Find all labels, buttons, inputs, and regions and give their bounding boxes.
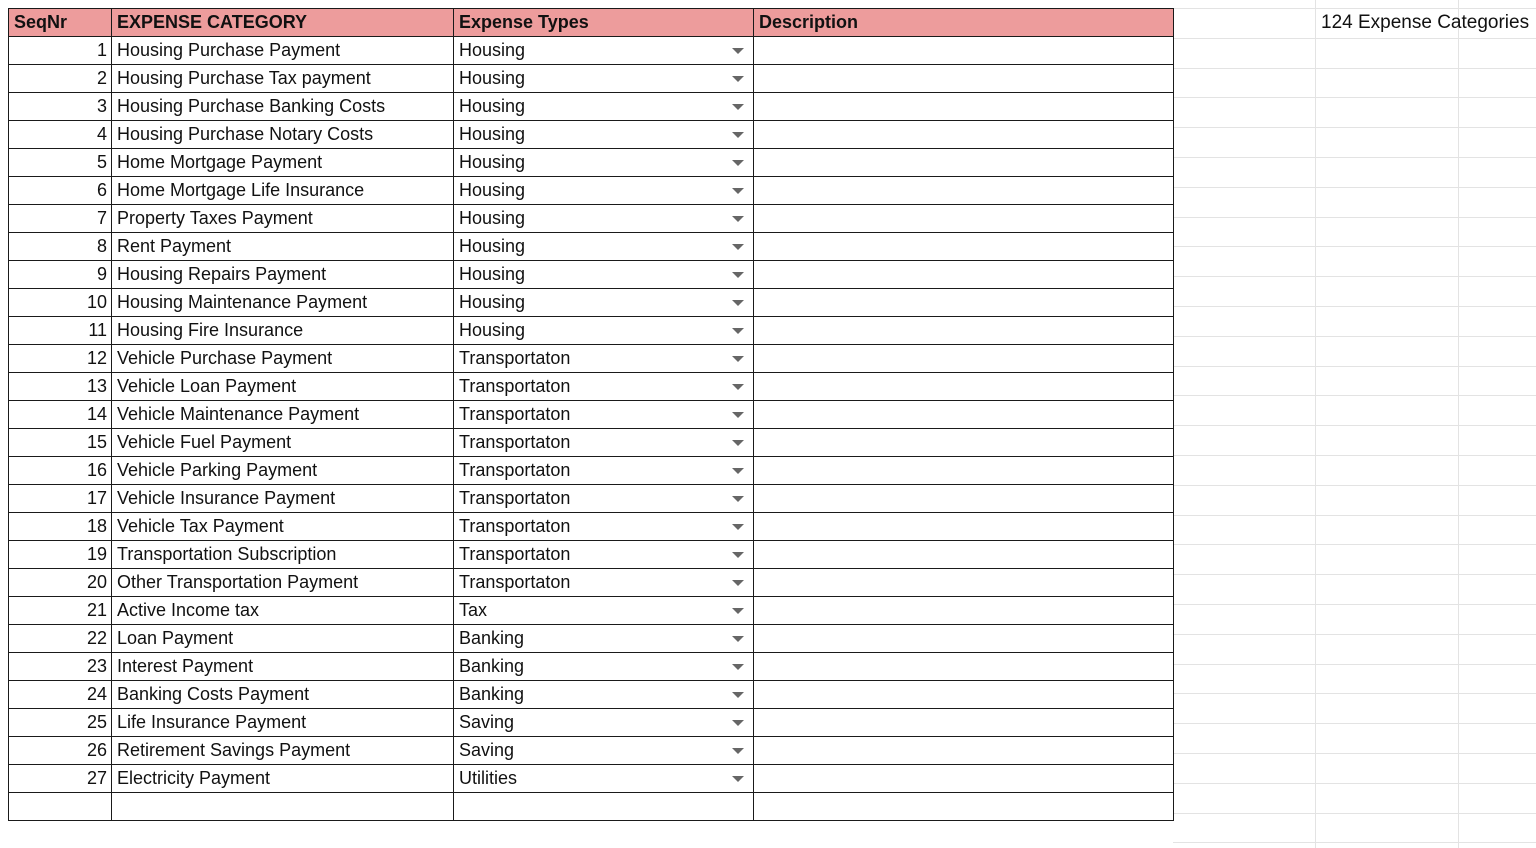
description-cell[interactable]	[754, 317, 1174, 345]
expense-type-dropdown[interactable]	[454, 37, 754, 65]
expense-category-cell[interactable]: Other Transportation Payment	[112, 569, 454, 597]
description-cell[interactable]	[754, 597, 1174, 625]
expense-type-value: Transportaton	[459, 376, 571, 396]
expense-category-cell[interactable]: Property Taxes Payment	[112, 205, 454, 233]
expense-category-cell[interactable]: Vehicle Insurance Payment	[112, 485, 454, 513]
grid-line	[1173, 395, 1536, 396]
seqnr-cell[interactable]: 19	[9, 541, 112, 569]
chevron-down-icon[interactable]	[732, 132, 744, 138]
description-cell[interactable]	[754, 709, 1174, 737]
expense-type-value: Utilities	[459, 768, 518, 788]
chevron-down-icon[interactable]	[732, 244, 744, 250]
expense-type-dropdown[interactable]	[454, 653, 754, 681]
expense-category-cell[interactable]: Vehicle Parking Payment	[112, 457, 454, 485]
chevron-down-icon[interactable]	[732, 272, 744, 278]
grid-line	[1173, 97, 1536, 98]
description-cell[interactable]	[754, 541, 1174, 569]
expense-type-dropdown[interactable]	[454, 429, 754, 457]
grid-line	[1173, 246, 1536, 247]
table-row	[9, 401, 1174, 429]
expense-category-cell[interactable]: Housing Purchase Banking Costs	[112, 93, 454, 121]
table-row	[9, 205, 1174, 233]
seqnr-cell[interactable]: 20	[9, 569, 112, 597]
table-row	[9, 149, 1174, 177]
table-row	[9, 289, 1174, 317]
chevron-down-icon[interactable]	[732, 524, 744, 530]
expense-type-value: Housing	[459, 124, 526, 144]
expense-category-cell[interactable]: Vehicle Tax Payment	[112, 513, 454, 541]
expense-type-value: Housing	[459, 320, 526, 340]
description-cell[interactable]	[754, 149, 1174, 177]
seqnr-cell[interactable]: 3	[9, 93, 112, 121]
chevron-down-icon[interactable]	[732, 384, 744, 390]
chevron-down-icon[interactable]	[732, 412, 744, 418]
chevron-down-icon[interactable]	[732, 300, 744, 306]
table-row	[9, 233, 1174, 261]
seqnr-cell[interactable]: 5	[9, 149, 112, 177]
seqnr-cell[interactable]: 7	[9, 205, 112, 233]
table-row	[9, 709, 1174, 737]
expense-type-value: Transportaton	[459, 544, 571, 564]
description-cell[interactable]	[754, 429, 1174, 457]
expense-type-value: Transportaton	[459, 404, 571, 424]
expense-type-dropdown[interactable]	[454, 345, 754, 373]
expense-type-dropdown[interactable]	[454, 457, 754, 485]
expense-type-value: Transportaton	[459, 460, 571, 480]
table-row	[9, 429, 1174, 457]
chevron-down-icon[interactable]	[732, 356, 744, 362]
chevron-down-icon[interactable]	[732, 776, 744, 782]
seqnr-cell[interactable]: 21	[9, 597, 112, 625]
seqnr-cell[interactable]: 15	[9, 429, 112, 457]
header-cell-seqnr[interactable]: SeqNr	[9, 9, 112, 37]
grid-line	[1173, 217, 1536, 218]
expense-type-dropdown[interactable]	[454, 373, 754, 401]
expense-category-cell[interactable]: Home Mortgage Payment	[112, 149, 454, 177]
chevron-down-icon[interactable]	[732, 188, 744, 194]
description-cell[interactable]	[754, 177, 1174, 205]
table-row	[9, 569, 1174, 597]
seqnr-cell[interactable]: 2	[9, 65, 112, 93]
expense-type-dropdown[interactable]	[454, 569, 754, 597]
expense-type-value: Transportaton	[459, 572, 571, 592]
grid-line	[1173, 68, 1536, 69]
expense-type-value: Housing	[459, 180, 526, 200]
expense-categories-table	[8, 8, 1174, 821]
expense-type-value: Housing	[459, 208, 526, 228]
description-cell[interactable]	[754, 289, 1174, 317]
description-cell[interactable]	[754, 681, 1174, 709]
grid-line	[1173, 425, 1536, 426]
description-cell[interactable]	[754, 625, 1174, 653]
expense-category-cell[interactable]	[112, 793, 454, 821]
expense-category-cell[interactable]: Loan Payment	[112, 625, 454, 653]
seqnr-cell[interactable]: 8	[9, 233, 112, 261]
chevron-down-icon[interactable]	[732, 160, 744, 166]
expense-type-value: Transportaton	[459, 432, 571, 452]
expense-type-value: Saving	[459, 712, 515, 732]
description-cell[interactable]	[754, 401, 1174, 429]
chevron-down-icon[interactable]	[732, 608, 744, 614]
description-cell[interactable]	[754, 65, 1174, 93]
expense-category-cell[interactable]: Rent Payment	[112, 233, 454, 261]
grid-line	[1173, 157, 1536, 158]
expense-type-dropdown[interactable]	[454, 513, 754, 541]
description-cell[interactable]	[754, 345, 1174, 373]
expense-type-dropdown[interactable]	[454, 177, 754, 205]
seqnr-cell[interactable]: 16	[9, 457, 112, 485]
expense-type-value: Housing	[459, 292, 526, 312]
grid-line	[1173, 8, 1536, 9]
grid-line	[1173, 485, 1536, 486]
seqnr-cell[interactable]: 13	[9, 373, 112, 401]
grid-line	[1173, 366, 1536, 367]
seqnr-cell[interactable]: 26	[9, 737, 112, 765]
table-row	[9, 37, 1174, 65]
table-row	[9, 597, 1174, 625]
table-row	[9, 93, 1174, 121]
chevron-down-icon[interactable]	[732, 664, 744, 670]
chevron-down-icon[interactable]	[732, 440, 744, 446]
grid-line	[1173, 842, 1536, 843]
seqnr-cell[interactable]: 24	[9, 681, 112, 709]
expense-type-dropdown[interactable]	[454, 793, 754, 821]
grid-line	[1173, 664, 1536, 665]
description-cell[interactable]	[754, 37, 1174, 65]
description-cell[interactable]	[754, 513, 1174, 541]
seqnr-cell[interactable]: 22	[9, 625, 112, 653]
chevron-down-icon[interactable]	[732, 720, 744, 726]
expense-type-value: Housing	[459, 96, 526, 116]
seqnr-cell[interactable]: 14	[9, 401, 112, 429]
grid-line	[1173, 693, 1536, 694]
description-cell[interactable]	[754, 737, 1174, 765]
expense-type-dropdown[interactable]	[454, 401, 754, 429]
table-row	[9, 513, 1174, 541]
expense-category-cell[interactable]: Retirement Savings Payment	[112, 737, 454, 765]
seqnr-cell[interactable]: 27	[9, 765, 112, 793]
category-count-cell[interactable]: 124 Expense Categories	[1321, 12, 1530, 33]
expense-type-dropdown[interactable]	[454, 681, 754, 709]
grid-line	[1173, 574, 1536, 575]
table-row	[9, 121, 1174, 149]
expense-category-cell[interactable]: Active Income tax	[112, 597, 454, 625]
grid-line	[1173, 604, 1536, 605]
grid-line	[1173, 127, 1536, 128]
grid-line	[1173, 187, 1536, 188]
seqnr-cell[interactable]: 12	[9, 345, 112, 373]
header-row	[9, 9, 1174, 37]
table-row	[9, 261, 1174, 289]
expense-type-value: Housing	[459, 264, 526, 284]
description-cell[interactable]	[754, 373, 1174, 401]
expense-type-dropdown[interactable]	[454, 149, 754, 177]
table-row	[9, 765, 1174, 793]
expense-type-value: Banking	[459, 628, 525, 648]
description-cell[interactable]	[754, 569, 1174, 597]
expense-type-dropdown[interactable]	[454, 625, 754, 653]
expense-type-value: Housing	[459, 236, 526, 256]
expense-type-value: Transportaton	[459, 348, 571, 368]
expense-type-dropdown[interactable]	[454, 597, 754, 625]
description-cell[interactable]	[754, 261, 1174, 289]
seqnr-cell[interactable]: 6	[9, 177, 112, 205]
chevron-down-icon[interactable]	[732, 48, 744, 54]
expense-type-value: Tax	[459, 600, 488, 620]
chevron-down-icon[interactable]	[732, 636, 744, 642]
seqnr-cell[interactable]: 23	[9, 653, 112, 681]
seqnr-cell[interactable]	[9, 793, 112, 821]
description-cell[interactable]	[754, 765, 1174, 793]
table-row	[9, 737, 1174, 765]
table-row	[9, 177, 1174, 205]
grid-line	[1173, 723, 1536, 724]
expense-type-value: Housing	[459, 68, 526, 88]
expense-category-cell[interactable]: Vehicle Maintenance Payment	[112, 401, 454, 429]
table-row	[9, 625, 1174, 653]
table-row	[9, 653, 1174, 681]
seqnr-cell[interactable]: 25	[9, 709, 112, 737]
expense-category-cell[interactable]: Vehicle Purchase Payment	[112, 345, 454, 373]
table-row	[9, 65, 1174, 93]
expense-type-value: Transportaton	[459, 488, 571, 508]
grid-line	[1173, 783, 1536, 784]
table-row	[9, 485, 1174, 513]
table-row	[9, 681, 1174, 709]
chevron-down-icon[interactable]	[732, 328, 744, 334]
table-row	[9, 793, 1174, 821]
seqnr-cell[interactable]: 10	[9, 289, 112, 317]
table-row	[9, 317, 1174, 345]
header-cell-expense-types[interactable]: Expense Types	[454, 9, 754, 37]
grid-line	[1173, 336, 1536, 337]
seqnr-cell[interactable]: 17	[9, 485, 112, 513]
expense-category-cell[interactable]: Housing Purchase Tax payment	[112, 65, 454, 93]
grid-line	[1173, 276, 1536, 277]
expense-category-cell[interactable]: Electricity Payment	[112, 765, 454, 793]
expense-type-value: Banking	[459, 684, 525, 704]
description-cell[interactable]	[754, 485, 1174, 513]
expense-category-cell[interactable]: Housing Maintenance Payment	[112, 289, 454, 317]
expense-category-cell[interactable]: Interest Payment	[112, 653, 454, 681]
chevron-down-icon[interactable]	[732, 580, 744, 586]
table-row	[9, 457, 1174, 485]
chevron-down-icon[interactable]	[732, 748, 744, 754]
expense-type-dropdown[interactable]	[454, 65, 754, 93]
expense-type-value: Housing	[459, 152, 526, 172]
expense-category-cell[interactable]: Housing Repairs Payment	[112, 261, 454, 289]
expense-type-value: Housing	[459, 40, 526, 60]
table-row	[9, 373, 1174, 401]
chevron-down-icon[interactable]	[732, 496, 744, 502]
expense-type-dropdown[interactable]	[454, 93, 754, 121]
description-cell[interactable]	[754, 233, 1174, 261]
expense-category-cell[interactable]: Life Insurance Payment	[112, 709, 454, 737]
expense-category-cell[interactable]: Vehicle Loan Payment	[112, 373, 454, 401]
grid-line	[1173, 544, 1536, 545]
expense-type-dropdown[interactable]	[454, 289, 754, 317]
chevron-down-icon[interactable]	[732, 216, 744, 222]
grid-line	[1173, 455, 1536, 456]
expense-type-dropdown[interactable]	[454, 709, 754, 737]
table-body	[9, 37, 1174, 821]
expense-type-dropdown[interactable]	[454, 121, 754, 149]
chevron-down-icon[interactable]	[732, 76, 744, 82]
chevron-down-icon[interactable]	[732, 468, 744, 474]
expense-category-cell[interactable]: Banking Costs Payment	[112, 681, 454, 709]
expense-type-dropdown[interactable]	[454, 205, 754, 233]
expense-type-dropdown[interactable]	[454, 485, 754, 513]
header-cell-expense-category[interactable]: EXPENSE CATEGORY	[112, 9, 454, 37]
seqnr-cell[interactable]: 4	[9, 121, 112, 149]
expense-type-value: Banking	[459, 656, 525, 676]
description-cell[interactable]	[754, 121, 1174, 149]
expense-type-value: Saving	[459, 740, 515, 760]
description-cell[interactable]	[754, 205, 1174, 233]
description-cell[interactable]	[754, 653, 1174, 681]
header-cell-description[interactable]: Description	[754, 9, 1174, 37]
chevron-down-icon[interactable]	[732, 104, 744, 110]
grid-line	[1173, 634, 1536, 635]
chevron-down-icon[interactable]	[732, 692, 744, 698]
expense-category-cell[interactable]: Housing Fire Insurance	[112, 317, 454, 345]
expense-category-cell[interactable]: Housing Purchase Notary Costs	[112, 121, 454, 149]
description-cell[interactable]	[754, 793, 1174, 821]
expense-type-dropdown[interactable]	[454, 261, 754, 289]
expense-category-cell[interactable]: Housing Purchase Payment	[112, 37, 454, 65]
seqnr-cell[interactable]: 11	[9, 317, 112, 345]
grid-line	[1173, 38, 1536, 39]
expense-type-dropdown[interactable]	[454, 317, 754, 345]
grid-line	[1173, 515, 1536, 516]
table-row	[9, 541, 1174, 569]
description-cell[interactable]	[754, 93, 1174, 121]
expense-category-cell[interactable]: Vehicle Fuel Payment	[112, 429, 454, 457]
expense-category-cell[interactable]: Transportation Subscription	[112, 541, 454, 569]
expense-type-dropdown[interactable]	[454, 541, 754, 569]
chevron-down-icon[interactable]	[732, 552, 744, 558]
grid-line	[1173, 813, 1536, 814]
seqnr-cell[interactable]: 1	[9, 37, 112, 65]
expense-type-dropdown[interactable]	[454, 233, 754, 261]
seqnr-cell[interactable]: 9	[9, 261, 112, 289]
seqnr-cell[interactable]: 18	[9, 513, 112, 541]
expense-type-dropdown[interactable]	[454, 765, 754, 793]
table-row	[9, 345, 1174, 373]
expense-type-value: Transportaton	[459, 516, 571, 536]
grid-line	[1173, 753, 1536, 754]
expense-type-dropdown[interactable]	[454, 737, 754, 765]
grid-line	[1173, 306, 1536, 307]
expense-category-cell[interactable]: Home Mortgage Life Insurance	[112, 177, 454, 205]
description-cell[interactable]	[754, 457, 1174, 485]
